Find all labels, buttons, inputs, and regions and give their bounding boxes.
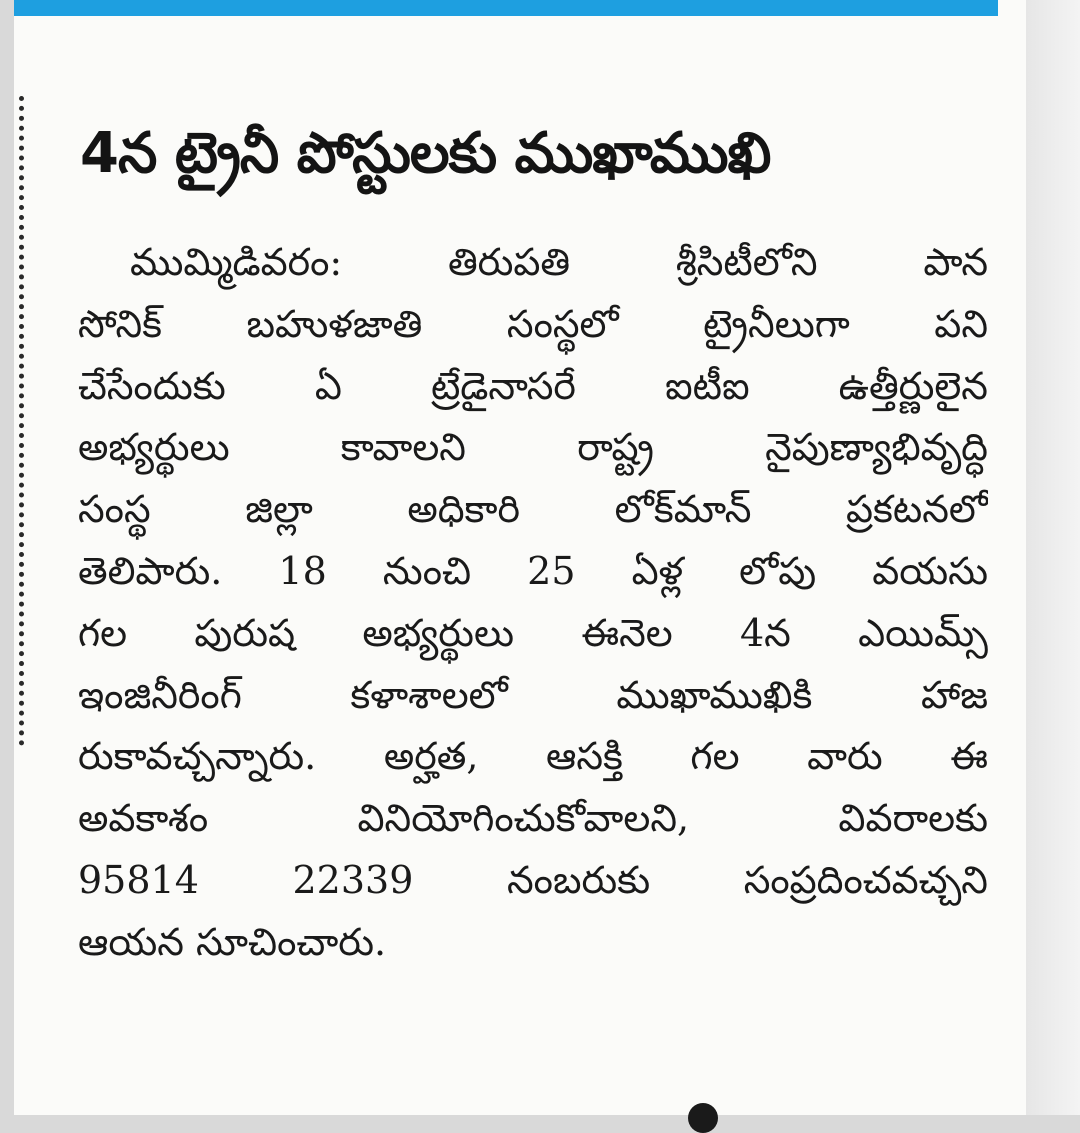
body-line: గల పురుష అభ్యర్థులు ఈనెల 4న ఎయిమ్స్ [78, 610, 988, 655]
body-line: రుకావచ్చన్నారు. అర్హత, ఆసక్తి గల వారు ఈ [78, 734, 988, 779]
column-dotted-rule [19, 96, 24, 746]
article-body [78, 232, 988, 974]
body-line: 95814 22339 నంబరుకు సంప్రదించవచ్చని [78, 857, 988, 902]
body-line: చేసేందుకు ఏ ట్రేడైనాసరే ఐటీఐ ఉత్తీర్ణులైన [78, 363, 988, 408]
body-line: తెలిపారు. 18 నుంచి 25 ఏళ్ల లోపు వయసు [78, 548, 988, 593]
body-line: సంస్థ జిల్లా అధికారి లోక్‌మాన్ ప్రకటనలో [78, 487, 988, 532]
section-color-bar [14, 0, 998, 16]
page-margin [1026, 0, 1080, 1115]
body-line: ఇంజినీరింగ్ కళాశాలలో ముఖాముఖికి హాజ [78, 672, 988, 717]
body-line: అభ్యర్థులు కావాలని రాష్ట్ర నైపుణ్యాభివృద్ధి [78, 425, 988, 470]
body-line: అవకాశం వినియోగించుకోవాలని, వివరాలకు [78, 796, 988, 841]
body-line: ఆయన సూచించారు. [78, 919, 387, 964]
body-line: ముమ్మిడివరం: తిరుపతి శ్రీసిటీలోని పాన [130, 240, 988, 284]
article-headline: 4న ట్రైనీ పోస్టులకు ముఖాముఖి [80, 121, 771, 186]
next-article-fragment [688, 1103, 718, 1133]
body-line: సోనిక్ బహుళజాతి సంస్థలో ట్రైనీలుగా పని [78, 301, 988, 346]
